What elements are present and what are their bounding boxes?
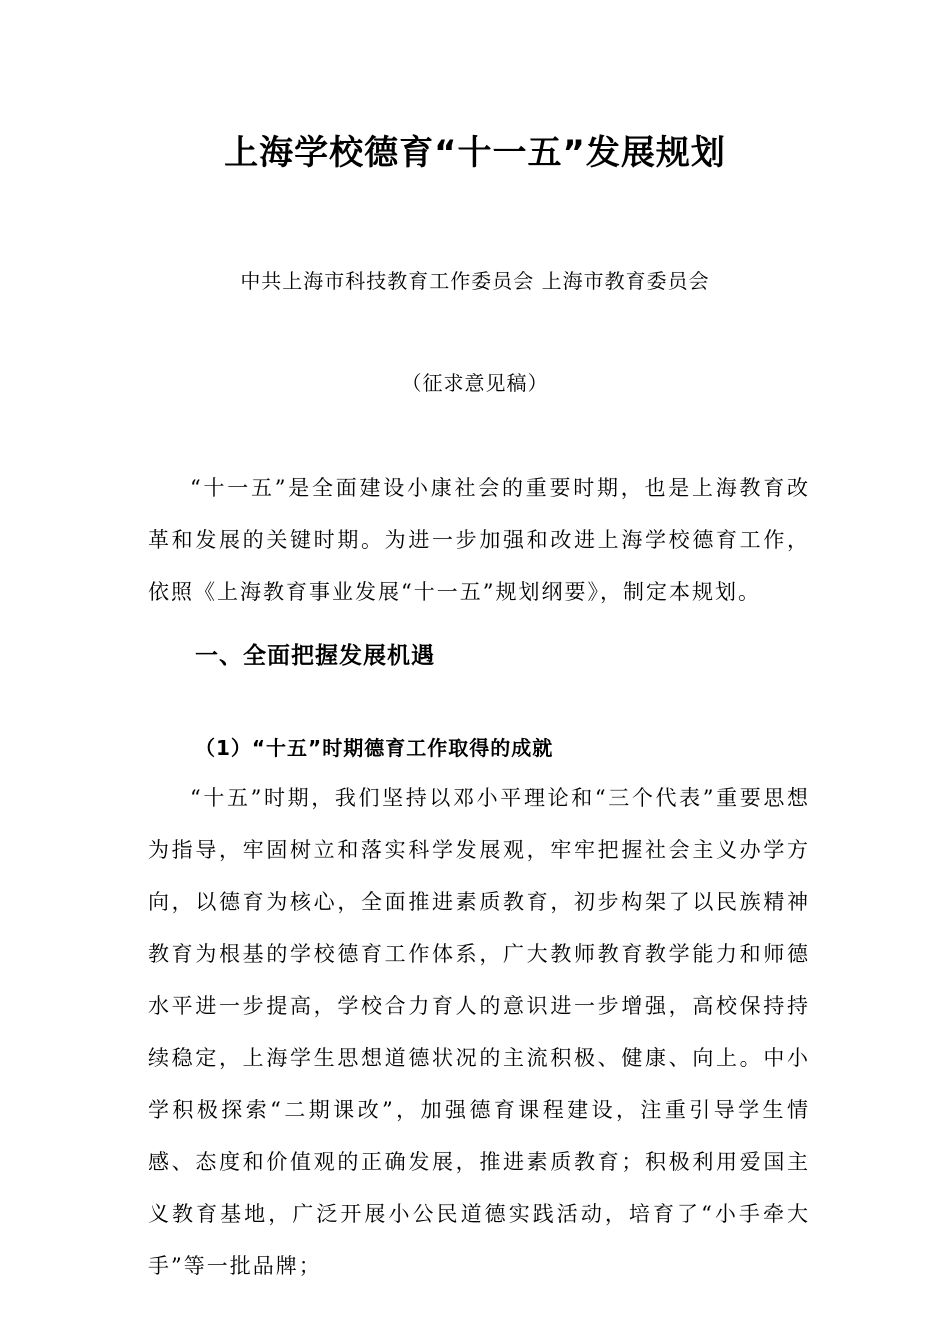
document-title: 上海学校德育“十一五”发展规划: [224, 133, 726, 173]
intro-paragraph: “十一五”是全面建设小康社会的重要时期，也是上海教育改革和发展的关键时期。为进一步加强和改进上海学校德育工作，依照《上海教育事业发展“十一五”规划纲要》，制定本规划。: [148, 476, 810, 604]
document-issuer: 中共上海市科技教育工作委员会 上海市教育委员会: [240, 269, 710, 293]
subsection-heading: （1）“十五”时期德育工作取得的成就: [195, 736, 554, 760]
subsection-paragraph: “十五”时期，我们坚持以邓小平理论和“三个代表”重要思想为指导，牢固树立和落实科学发展观，牢牢把握社会主义办学方向，以德育为核心，全面推进素质教育，初步构架了以民族精神教育为根基的学校德育工作体系，广大教师教育教学能力和师德水平进一步提高，学校合力育人的意识进一步增强，高校保持持续稳定，上海学生思想道德状况的主流积极、健康、向上。中小学积极探索“二期课改”，加强德育课程建设，注重引导学生情感、态度和价值观的正确发展，推进素质教育；积极利用爱国主义教育基地，广泛开展小公民道德实践活动，培育了“小手牵大手”等一批品牌；: [148, 786, 810, 1278]
section-heading: 一、全面把握发展机遇: [195, 643, 435, 669]
draft-note: （征求意见稿）: [401, 371, 549, 395]
